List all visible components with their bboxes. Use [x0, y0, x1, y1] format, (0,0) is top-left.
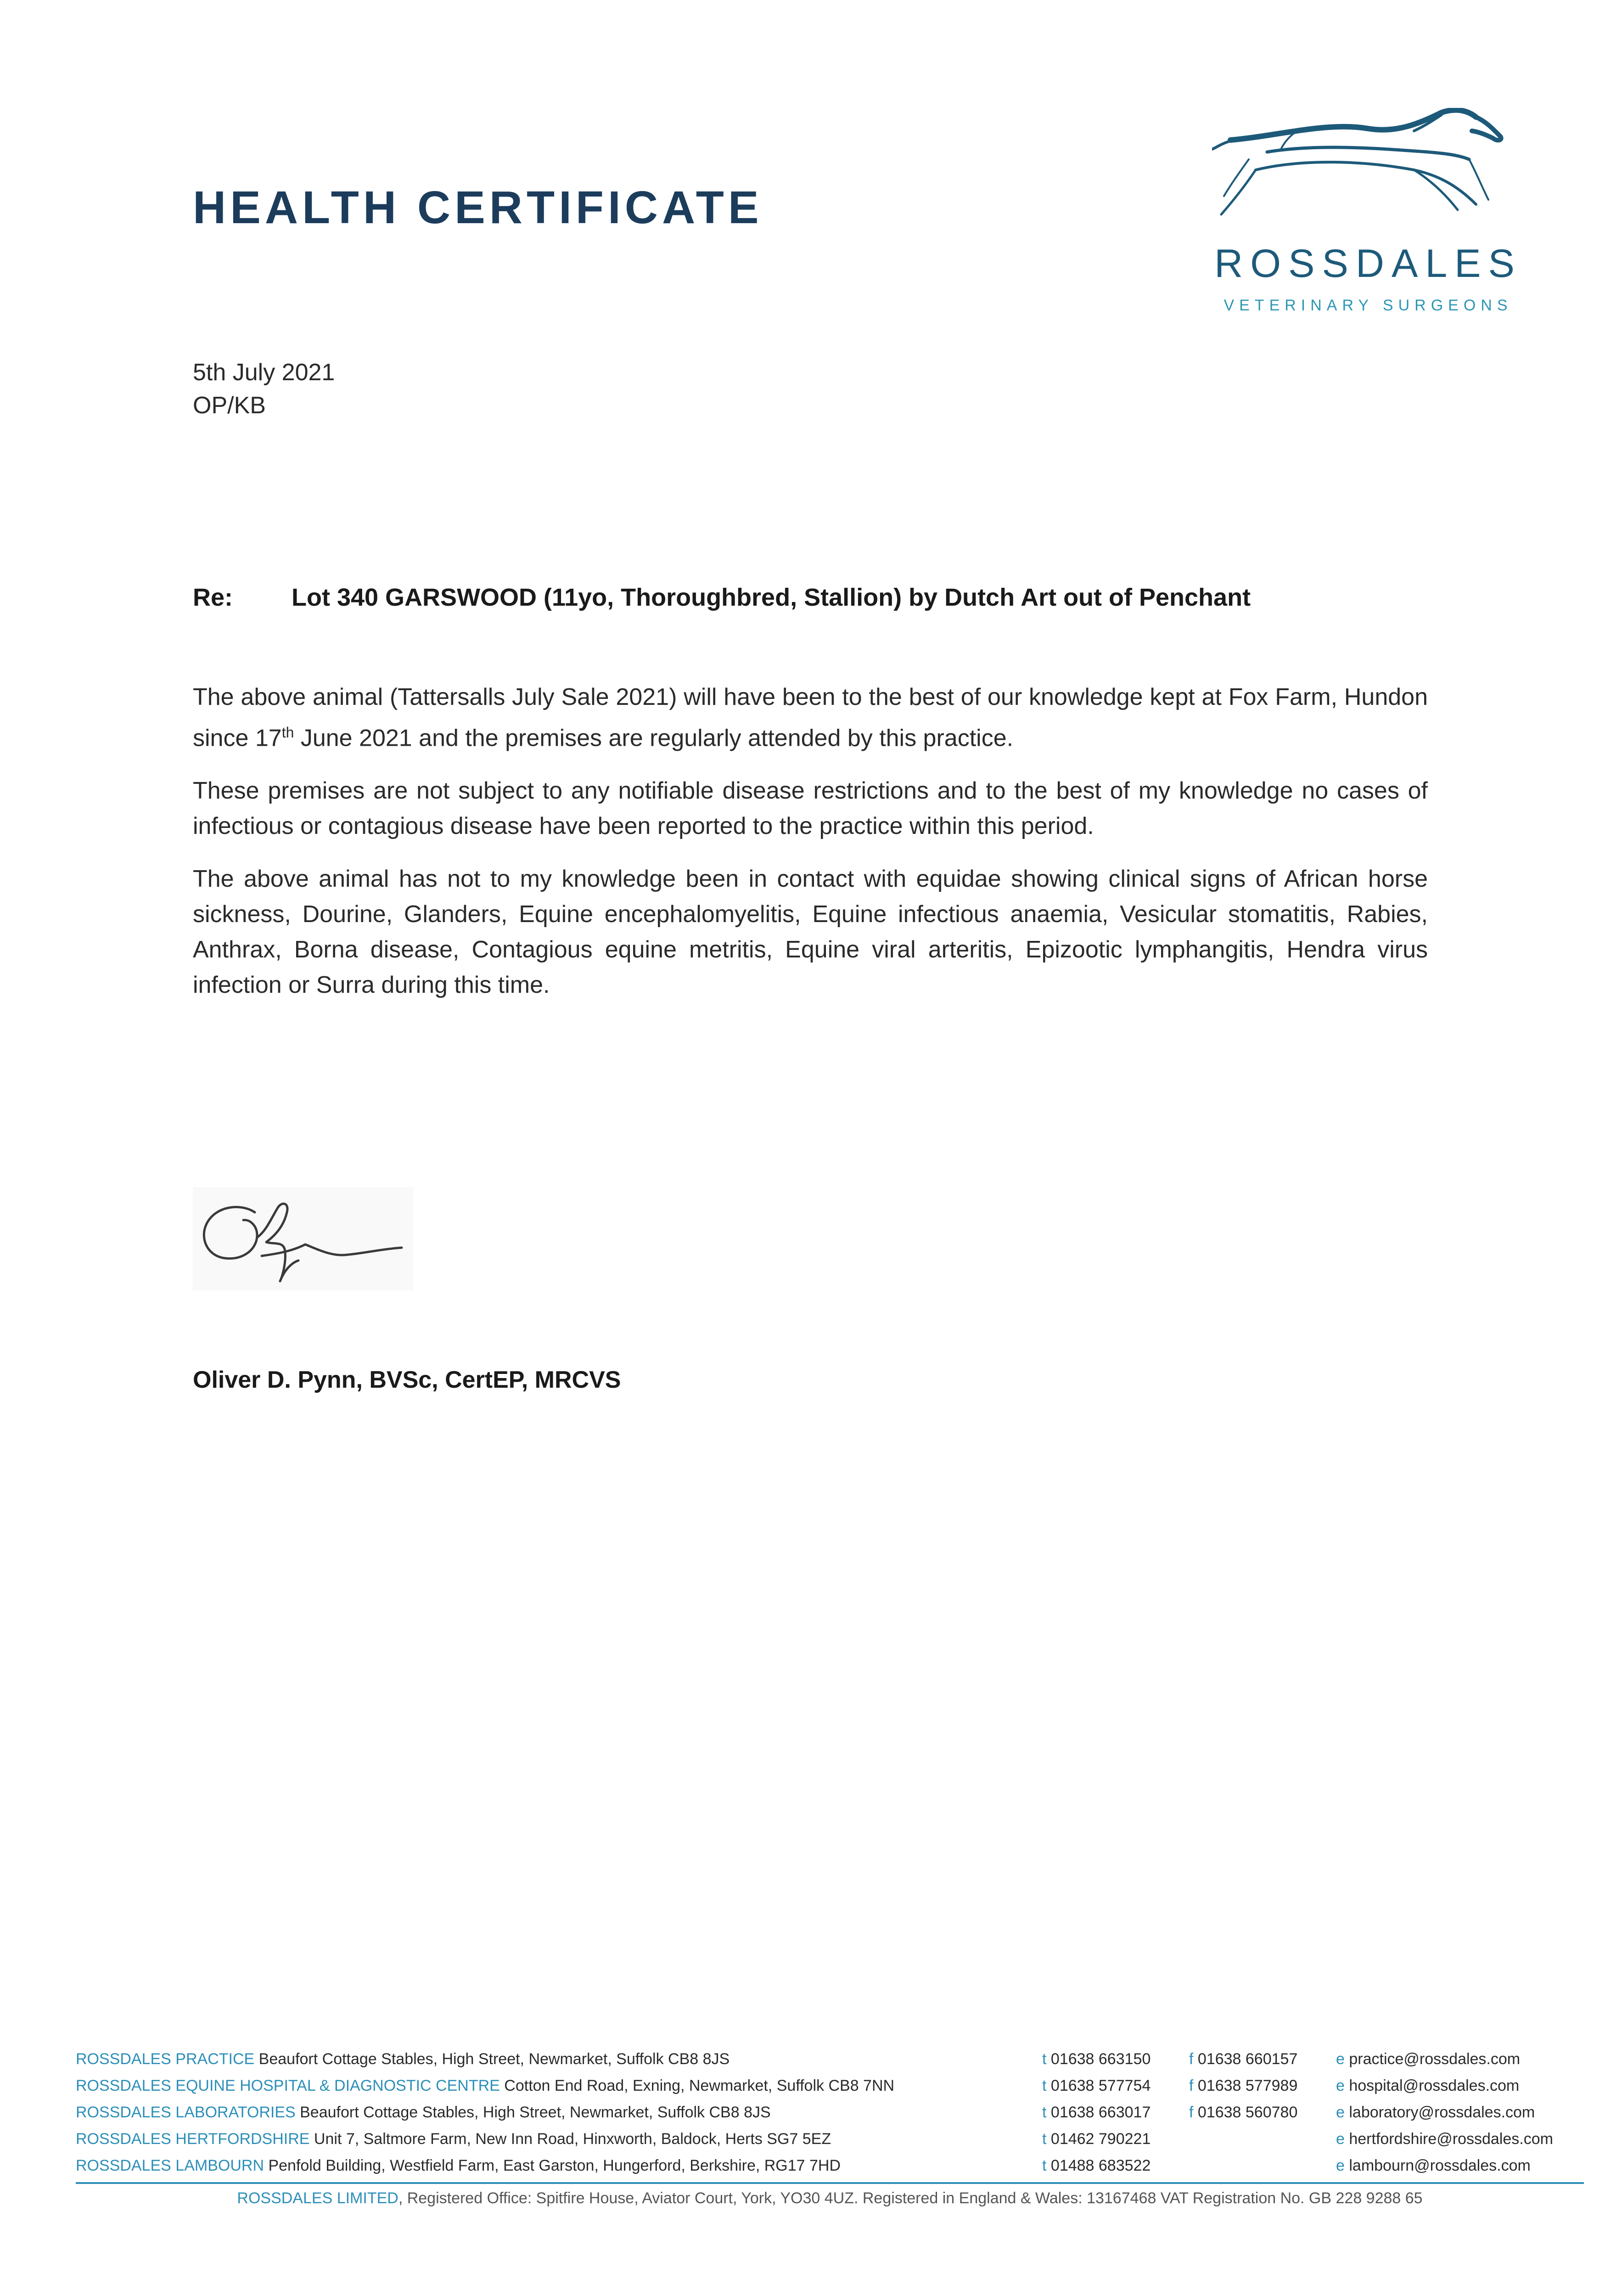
branch-name: ROSSDALES PRACTICE: [76, 2050, 255, 2068]
legal-notice: [76, 2189, 1584, 2207]
paragraph-1-text-b: June 2021 and the premises are regularly attended by this practice.: [294, 725, 1014, 752]
fax-number: 01638 577989: [1197, 2077, 1298, 2094]
phone-number: 01638 663017: [1050, 2104, 1151, 2121]
email-address: laboratory@rossdales.com: [1349, 2104, 1535, 2121]
email-label: e: [1336, 2157, 1349, 2174]
footer-row: [76, 2099, 1584, 2126]
email-label: e: [1336, 2050, 1349, 2068]
fax-label: f: [1189, 2077, 1198, 2094]
footer-divider: [76, 2182, 1584, 2184]
document-title: HEALTH CERTIFICATE: [193, 182, 763, 233]
phone-number: 01638 663150: [1050, 2050, 1151, 2068]
subject-line: [193, 583, 1251, 612]
letter-meta: [193, 356, 335, 422]
fax-label: f: [1189, 2050, 1198, 2068]
letter-body: [193, 680, 1428, 1020]
phone-label: t: [1042, 2130, 1051, 2148]
footer-contacts: [76, 2046, 1584, 2179]
phone-number: 01462 790221: [1050, 2130, 1151, 2148]
branch-name: ROSSDALES HERTFORDSHIRE: [76, 2130, 310, 2148]
branch-address: Beaufort Cottage Stables, High Street, Newmarket, Suffolk CB8 8JS: [295, 2104, 771, 2121]
paragraph-1-text-a: The above animal (Tattersalls July Sale 2021) will have been to the best of our knowledge kept at Fox Farm, Hundon since 17: [193, 684, 1428, 752]
subject-label: Re:: [193, 584, 233, 611]
branch-address: Beaufort Cottage Stables, High Street, Newmarket, Suffolk CB8 8JS: [254, 2050, 730, 2068]
email-address: hertfordshire@rossdales.com: [1349, 2130, 1553, 2148]
signature-image: [193, 1187, 413, 1290]
body-paragraph-3: The above animal has not to my knowledge been in contact with equidae showing clinical signs of African horse sickness, Dourine, Glanders, Equine encephalomyelitis, Equine infectious anaemia, Vesicular stomatitis, Rabies, Anthrax, Borna disease, Contagious equine metritis, Equine viral arteritis, Epizootic lymphangitis, Hendra virus infection or Surra during this time.: [193, 866, 1428, 999]
branch-address: Unit 7, Saltmore Farm, New Inn Road, Hinxworth, Baldock, Herts SG7 5EZ: [309, 2130, 831, 2148]
logo-tagline: VETERINARY SURGEONS: [1224, 297, 1513, 314]
fax-number: 01638 560780: [1197, 2104, 1298, 2121]
footer-row: [76, 2046, 1584, 2072]
email-address: hospital@rossdales.com: [1349, 2077, 1520, 2094]
fax-label: f: [1189, 2104, 1198, 2121]
footer-row: [76, 2126, 1584, 2152]
phone-label: t: [1042, 2104, 1051, 2121]
legal-registration-text: , Registered Office: Spitfire House, Aviator Court, York, YO30 4UZ. Registered in England & Wales: 13167468 VAT Registration No. GB 228 9288 65: [398, 2189, 1423, 2207]
phone-number: 01638 577754: [1050, 2077, 1151, 2094]
legal-company-name: ROSSDALES LIMITED: [237, 2189, 398, 2207]
email-label: e: [1336, 2077, 1349, 2094]
email-address: practice@rossdales.com: [1349, 2050, 1521, 2068]
ordinal-suffix: th: [281, 724, 294, 741]
email-label: e: [1336, 2104, 1349, 2121]
rossdales-logo: [1212, 108, 1524, 315]
phone-label: t: [1042, 2157, 1051, 2174]
logo-wordmark: ROSSDALES: [1214, 242, 1522, 286]
branch-address: Penfold Building, Westfield Farm, East Garston, Hungerford, Berkshire, RG17 7HD: [264, 2157, 841, 2174]
fax-number: 01638 660157: [1197, 2050, 1298, 2068]
phone-number: 01488 683522: [1050, 2157, 1151, 2174]
branch-name: ROSSDALES LAMBOURN: [76, 2157, 264, 2174]
galloping-horse-icon: [1212, 108, 1524, 246]
footer-row: [76, 2152, 1584, 2179]
phone-label: t: [1042, 2050, 1051, 2068]
handwritten-signature: [193, 1187, 413, 1290]
phone-label: t: [1042, 2077, 1051, 2094]
footer-row: [76, 2072, 1584, 2099]
branch-address: Cotton End Road, Exning, Newmarket, Suffolk CB8 7NN: [500, 2077, 895, 2094]
signer-name: Oliver D. Pynn, BVSc, CertEP, MRCVS: [193, 1367, 621, 1393]
body-paragraph-2: These premises are not subject to any notifiable disease restrictions and to the best of my knowledge no cases of infectious or contagious disease have been reported to the practice within this period.: [193, 777, 1428, 840]
branch-name: ROSSDALES LABORATORIES: [76, 2104, 296, 2121]
email-address: lambourn@rossdales.com: [1349, 2157, 1531, 2174]
body-paragraph-1: [193, 680, 1428, 756]
branch-name: ROSSDALES EQUINE HOSPITAL & DIAGNOSTIC CENTRE: [76, 2077, 500, 2094]
email-label: e: [1336, 2130, 1349, 2148]
letter-reference: OP/KB: [193, 392, 266, 419]
subject-text: Lot 340 GARSWOOD (11yo, Thoroughbred, Stallion) by Dutch Art out of Penchant: [292, 584, 1251, 611]
letter-date: 5th July 2021: [193, 359, 335, 386]
